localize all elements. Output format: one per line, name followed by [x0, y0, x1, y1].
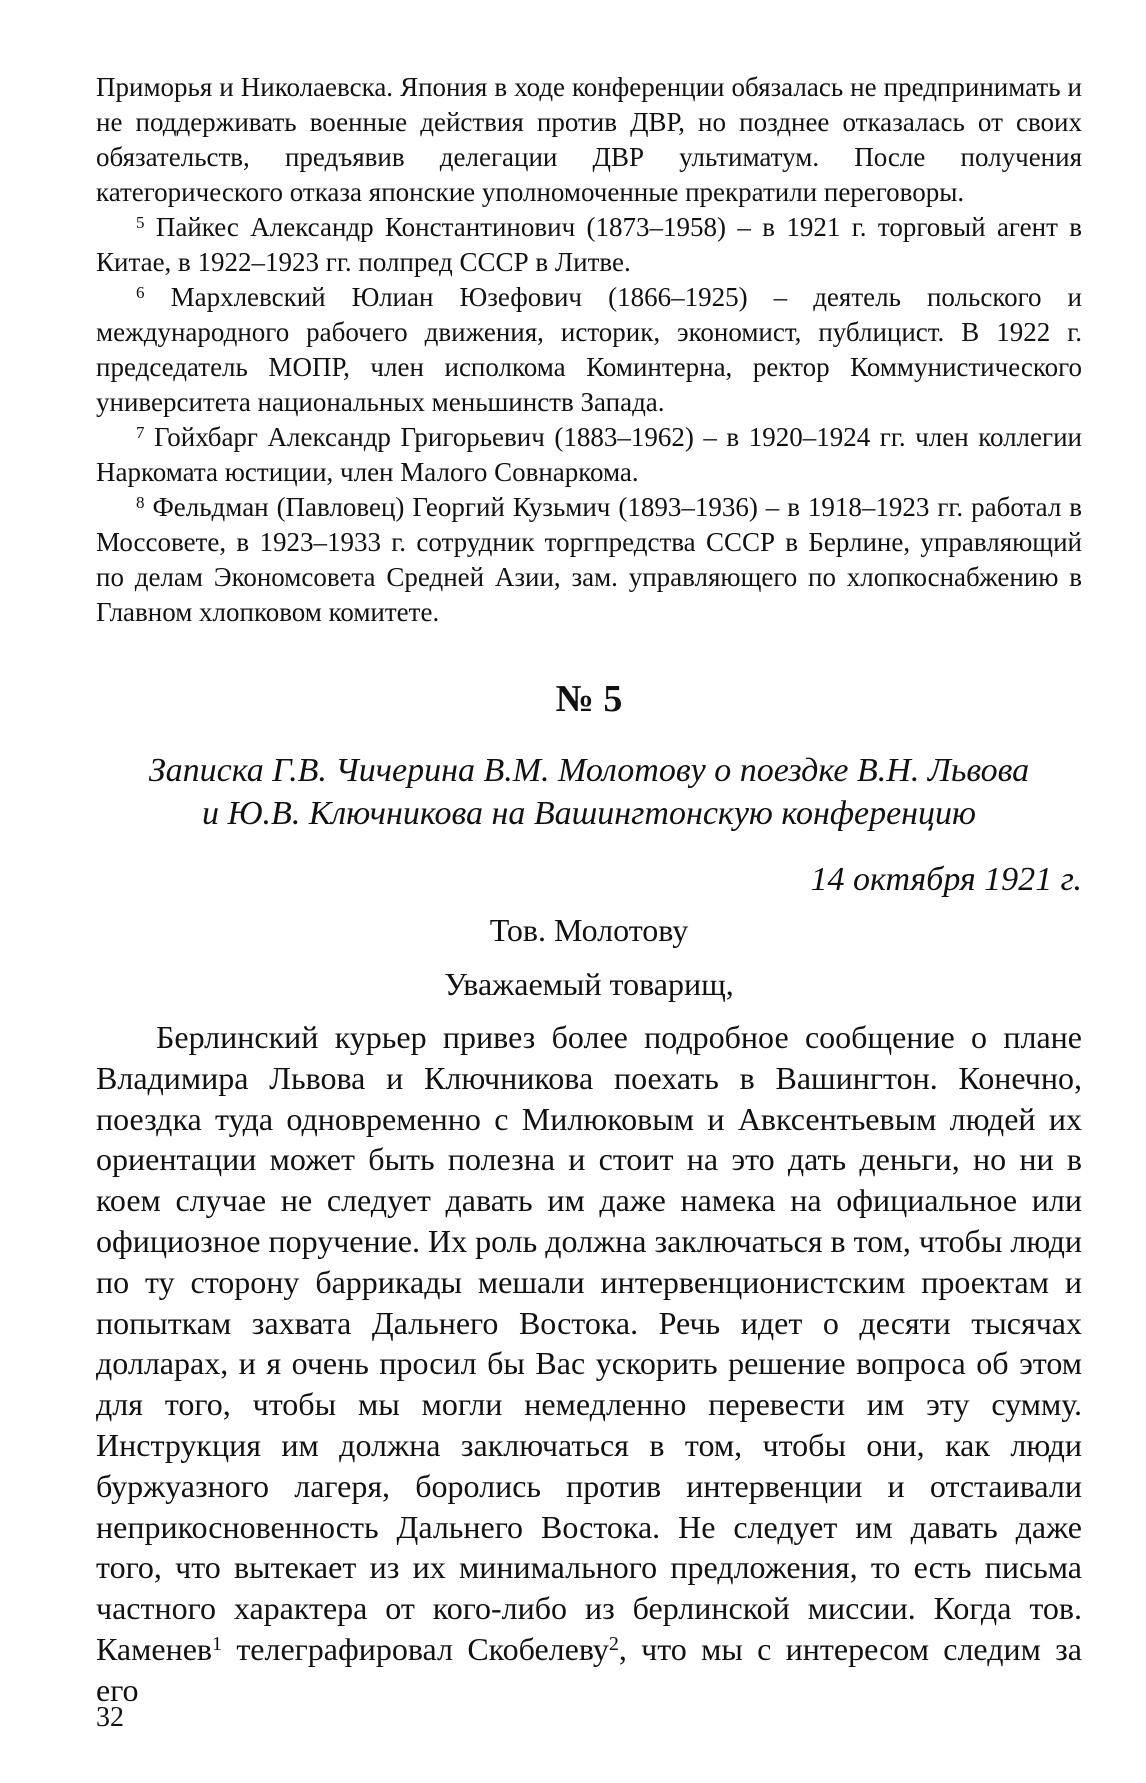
document-title	[96, 749, 1082, 835]
salutation: Уважаемый товарищ,	[444, 966, 734, 1002]
body-paragraph	[96, 1017, 1082, 1711]
footnote-ref: 1	[212, 1632, 223, 1655]
footnote-8	[96, 490, 1082, 630]
document-number: № 5	[555, 678, 623, 720]
footnote-number: 8	[136, 493, 145, 512]
footnote-text: Пайкес Александр Константинович (1873–1958) – в 1921 г. торговый агент в Китае, в 1922–1923 гг. полпред СССР в Литве.	[96, 212, 1082, 277]
footnote-text: Мархлевский Юлиан Юзефович (1866–1925) – деятель польского и международного рабочего движения, историк, экономист, публицист. В 1922 г. председатель МОПР, член исполкома Коминтерна, ректор Коммунистического университета национальных меньшинств Запада.	[96, 282, 1083, 417]
document-date: 14 октября 1921 г.	[810, 861, 1082, 898]
footnote-6	[96, 280, 1082, 420]
document-title-line: Записка Г.В. Чичерина В.М. Молотову о поездке В.Н. Львова	[148, 752, 1030, 789]
footnote-number: 5	[136, 213, 145, 232]
footnote-text: Фельдман (Павловец) Георгий Кузьмич (1893–1936) – в 1918–1923 гг. работал в Моссовете, в 1923–1933 г. сотрудник торгпредства СССР в Берлине, управляющий по делам Экономсовета Средней Азии, зам. управляющего по хлопкоснабжению в Главном хлопковом комитете.	[96, 492, 1083, 627]
document-title-line: и Ю.В. Ключникова на Вашингтонскую конференцию	[201, 795, 977, 832]
footnotes	[96, 70, 1082, 630]
addressee: Тов. Молотову	[489, 912, 689, 948]
body-text-part: , что мы с интересом следим за его	[96, 1630, 1082, 1708]
footnote-ref: 2	[608, 1632, 619, 1655]
footnote-7	[96, 420, 1082, 490]
footnote-text: Гойхбарг Александр Григорьевич (1883–1962) – в 1920–1924 гг. член коллегии Наркомата юстиции, член Малого Совнаркома.	[96, 422, 1082, 487]
footnote-5	[96, 210, 1082, 280]
footnote-number: 6	[136, 283, 145, 302]
body-text-part: телеграфировал Скобелеву	[222, 1630, 609, 1667]
footnote-number: 7	[136, 423, 145, 442]
page-number: 32	[96, 1702, 124, 1733]
document-body	[96, 1017, 1082, 1711]
footnote-continuation: Приморья и Николаевска. Япония в ходе конференции обязалась не предпринимать и не поддерживать военные действия против ДВР, но позднее отказалась от своих обязательств, предъявив делегации ДВР ультиматум. После получения категорического отказа японские уполномоченные прекратили переговоры.	[96, 72, 1082, 207]
body-text-part: Берлинский курьер привез более подробное сообщение о плане Владимира Львова и Ключникова поехать в Вашингтон. Конечно, поездка туда одновременно с Милюковым и Авксентьевым людей их ориентации может быть полезна и стоит на это дать деньги, но ни в коем случае не следует давать им даже намека на официальное или официозное поручение. Их роль должна заключаться в том, чтобы люди по ту сторону баррикады мешали интервенционистским проектам и попыткам захвата Дальнего Востока. Речь идет о десяти тысячах долларах, и я очень просил бы Вас ускорить решение вопроса об этом для того, чтобы мы могли немедленно перевести им эту сумму. Инструкция им должна заключаться в том, чтобы они, как люди буржуазного лагеря, боролись против интервенции и отстаивали неприкосновенность Дальнего Востока. Не следует им давать даже того, что вытекает из их минимального предложения, то есть письма частного характера от кого-либо из берлинской миссии. Когда тов. Каменев	[96, 1019, 1082, 1667]
page	[96, 70, 1082, 1711]
